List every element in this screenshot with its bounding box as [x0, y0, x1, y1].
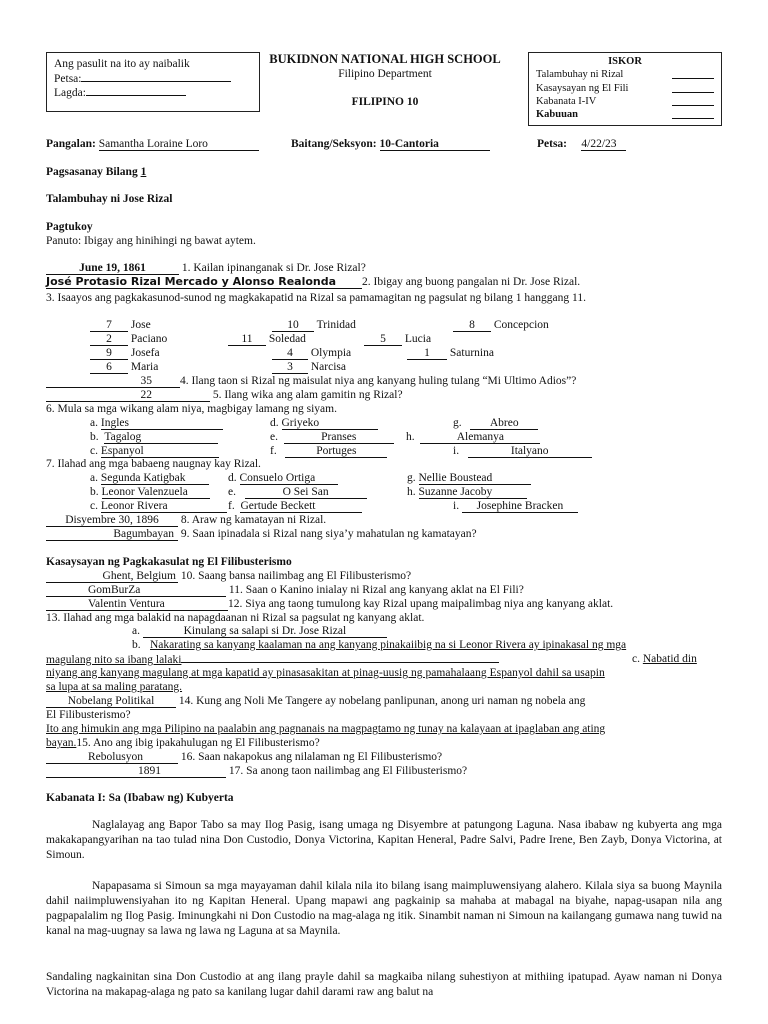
baitang-value: 10-Cantoria — [380, 138, 490, 151]
question-5: 22 5. Ilang wika ang alam gamitin ng Rizal? — [46, 388, 403, 402]
sibling-concepcion: 8 Concepcion — [453, 318, 549, 332]
obstacle-c-start: c. Nabatid din — [632, 653, 697, 665]
question-16: Rebolusyon 16. Saan nakapokus ang nilalaman ng El Filibusterismo? — [46, 750, 442, 764]
question-15: bayan.15. Ano ang ibig ipakahulugan ng El Filibusterismo? — [46, 737, 320, 749]
language-c: c. Espanyol — [90, 444, 219, 458]
answer-11: GomBurZa — [46, 584, 226, 597]
talambuhay-heading: Talambuhay ni Jose Rizal — [46, 193, 173, 205]
obstacle-b-label: b. — [132, 639, 141, 651]
question-4: 35 4. Ilang taon si Rizal ng maisulat niya ang kanyang huling tulang “Mi Ultimo Adios”? — [46, 374, 576, 388]
question-10: Ghent, Belgium 10. Saang bansa nailimbag ang El Filibusterismo? — [46, 569, 411, 583]
kasaysayan-heading: Kasaysayan ng Pagkakasulat ng El Filibusterismo — [46, 556, 292, 568]
baitang-field: Baitang/Seksyon: 10-Cantoria — [291, 137, 490, 151]
language-h: h. Alemanya — [406, 430, 540, 444]
woman-e: e. O Sei San — [228, 485, 367, 499]
language-i: i. Italyano — [453, 444, 592, 458]
sibling-narcisa: 3 Narcisa — [272, 360, 346, 374]
language-f: f. Portuges — [270, 444, 387, 458]
answer-5: 22 — [46, 389, 210, 402]
department-name: Filipino Department — [338, 68, 432, 80]
score-row-talambuhay: Talambuhay ni Rizal — [536, 69, 624, 80]
petsa-value: 4/22/23 — [581, 138, 626, 151]
question-1: June 19, 1861 1. Kailan ipinanganak si Dr. Jose Rizal? — [46, 261, 366, 275]
woman-b: b. Leonor Valenzuela — [90, 485, 210, 499]
sibling-saturnina: 1 Saturnina — [407, 346, 494, 360]
petsa-field: Petsa: 4/22/23 — [537, 137, 626, 151]
obstacle-b-line2: magulang nito sa ibang lalaki — [46, 652, 499, 667]
pagsasanay-heading: Pagsasanay Bilang 1 — [46, 166, 147, 178]
woman-f: f. Gertude Beckett — [228, 499, 362, 513]
answer-10: Ghent, Belgium — [46, 570, 178, 583]
woman-h: h. Suzanne Jacoby — [407, 485, 527, 499]
school-name: BUKIDNON NATIONAL HIGH SCHOOL — [269, 52, 501, 66]
question-17: 1891 17. Sa anong taon nailimbag ang El Filibusterismo? — [46, 764, 467, 778]
panuto-text: Panuto: Ibigay ang hinihingi ng bawat aytem. — [46, 235, 256, 247]
score-title: ISKOR — [608, 56, 642, 67]
obstacle-c-line3: sa lupa at sa maling paratang. — [46, 681, 183, 693]
language-e: e. Pranses — [270, 430, 394, 444]
answer-4: 35 — [46, 375, 180, 388]
sibling-olympia: 4 Olympia — [272, 346, 351, 360]
score-blank-4[interactable] — [672, 108, 714, 123]
pangalan-value: Samantha Loraine Loro — [99, 138, 259, 151]
answer-14: Nobelang Politikal — [46, 695, 176, 708]
sibling-josefa: 9 Josefa — [90, 346, 160, 360]
paragraph-1: Naglalayag ang Bapor Tabo sa may Ilog Pasig, isang umaga ng Disyembre at patungong Laguna. Nasa ibabaw ng kubyerta ang mga makakapangyarihan na tao tulad nina Don Custodio, Donya Victorina, Kapitan Heneral, Padre Salvi, Padre Irene, Ben Zayb, Donya Victorina, at Simoun. — [46, 819, 722, 861]
score-row-kabuuan: Kabuuan — [536, 109, 579, 120]
answer-8: Disyembre 30, 1896 — [46, 514, 178, 527]
score-row-kasaysayan: Kasaysayan ng El Fili — [536, 83, 629, 94]
question-14-cont: El Filibusterismo? — [46, 709, 131, 721]
obstacle-b-line1: Nakarating sa kanyang kaalaman na ang kanyang pinakaiibig na si Leonor Rivera ay ipinakasal ng mga — [150, 639, 627, 651]
answer-2: José Protasio Rizal Mercado y Alonso Realonda — [46, 276, 362, 289]
answer-17: 1891 — [46, 765, 226, 778]
returned-lagda-field: Lagda: — [54, 85, 186, 100]
sibling-soledad: 11 Soledad — [228, 332, 306, 346]
paragraph-2: Napapasama si Simoun sa mga mayayaman dahil kilala nila ito bilang isang maimpluwensiyang alahero. Kilala siya sa buong Maynila dahil naiimpluwensiyahan ito ng Kapitan Heneral. Upang mapawi ang pagkainip sa mahaba at mabagal na biyahe, napag-usapan nila ang pagpapalalim ng Ilog Pasig. Iminungkahi ni Don Custodio na mag-alaga ng itik. Sinambit naman ni Simoun na kailangang gumawa nang tuwid na kanal na mag-uugnay sa lawa ng lawa ng Laguna at sa Maynila. — [46, 880, 722, 937]
woman-i: i. Josephine Bracken — [453, 499, 578, 513]
question-9: Bagumbayan 9. Saan ipinadala si Rizal nang siya’y mahatulan ng kamatayan? — [46, 527, 477, 541]
score-blank-1[interactable] — [672, 68, 714, 83]
question-12: Valentin Ventura 12. Siya ang taong tumulong kay Rizal upang maipalimbag niya ang kanyang aklat. — [46, 597, 613, 611]
answer-1: June 19, 1861 — [46, 262, 179, 275]
sibling-lucia: 5 Lucia — [364, 332, 431, 346]
question-3: 3. Isaayos ang pagkakasunod-sunod ng magkakapatid na Rizal sa pamamagitan ng pagsulat ng bilang 1 hanggang 11. — [46, 292, 586, 304]
answer-16: Rebolusyon — [46, 751, 178, 764]
sibling-paciano: 2 Paciano — [90, 332, 167, 346]
sibling-maria: 6 Maria — [90, 360, 158, 374]
language-d: d. Griyeko — [270, 416, 378, 430]
language-b: b. Tagalog — [90, 430, 218, 444]
kabanata-heading: Kabanata I: Sa (Ibabaw ng) Kubyerta — [46, 792, 234, 804]
question-7: 7. Ilahad ang mga babaeng naugnay kay Rizal. — [46, 458, 261, 470]
question-2: José Protasio Rizal Mercado y Alonso Realonda 2. Ibigay ang buong pangalan ni Dr. Jose Rizal. — [46, 275, 581, 288]
returned-petsa-field: Petsa: — [54, 71, 231, 86]
answer-15-line1: Ito ang himukin ang mga Pilipino na paalabin ang pagnanais na magpagtamo ng tunay na kalayaan at ipaglaban ang ating — [46, 723, 606, 735]
woman-c: c. Leonor Rivera — [90, 499, 227, 513]
pagtukoy-heading: Pagtukoy — [46, 221, 93, 233]
woman-a: a. Segunda Katigbak — [90, 471, 209, 485]
score-row-kabanata: Kabanata I-IV — [536, 96, 597, 107]
language-a: a. Ingles — [90, 416, 223, 430]
obstacle-c-line2: niyang ang kanyang magulang at mga kapatid ay pinasasakitan at pinag-uusig ng pamahalaang Espanyol dahil sa usapin — [46, 667, 605, 679]
question-11: GomBurZa 11. Saan o Kanino inialay ni Rizal ang kanyang aklat na El Fili? — [46, 583, 524, 597]
obstacle-a: a. Kinulang sa salapi si Dr. Jose Rizal — [132, 624, 387, 638]
question-8: Disyembre 30, 1896 8. Araw ng kamatayan ni Rizal. — [46, 513, 326, 527]
question-14: Nobelang Politikal 14. Kung ang Noli Me Tangere ay nobelang panlipunan, anong uri naman ng nobela ang — [46, 694, 585, 708]
question-13: 13. Ilahad ang mga balakid na napagdaanan ni Rizal sa pagsulat ng kanyang aklat. — [46, 612, 425, 624]
answer-12: Valentin Ventura — [46, 598, 228, 611]
sibling-jose: 7 Jose — [90, 318, 151, 332]
language-g: g. Abreo — [453, 416, 538, 430]
woman-d: d. Consuelo Ortiga — [228, 471, 338, 485]
answer-9: Bagumbayan — [46, 528, 178, 541]
pangalan-field: Pangalan: Samantha Loraine Loro — [46, 137, 259, 151]
woman-g: g. Nellie Boustead — [407, 471, 531, 485]
sibling-trinidad: 10 Trinidad — [272, 318, 356, 332]
question-6: 6. Mula sa mga wikang alam niya, magbigay lamang ng siyam. — [46, 403, 337, 415]
paragraph-3: Sandaling nagkainitan sina Don Custodio at ang ilang prayle dahil sa magkaiba nilang suhestiyon at mithiing ipatupad. Ayaw naman ni Donya Victorina na makapag-alaga ng pato sa kanilang lugar dahil darami raw ang balut na — [46, 971, 722, 998]
subject-title: FILIPINO 10 — [351, 96, 419, 108]
returned-note-text: Ang pasulit na ito ay naibalik — [54, 58, 190, 70]
